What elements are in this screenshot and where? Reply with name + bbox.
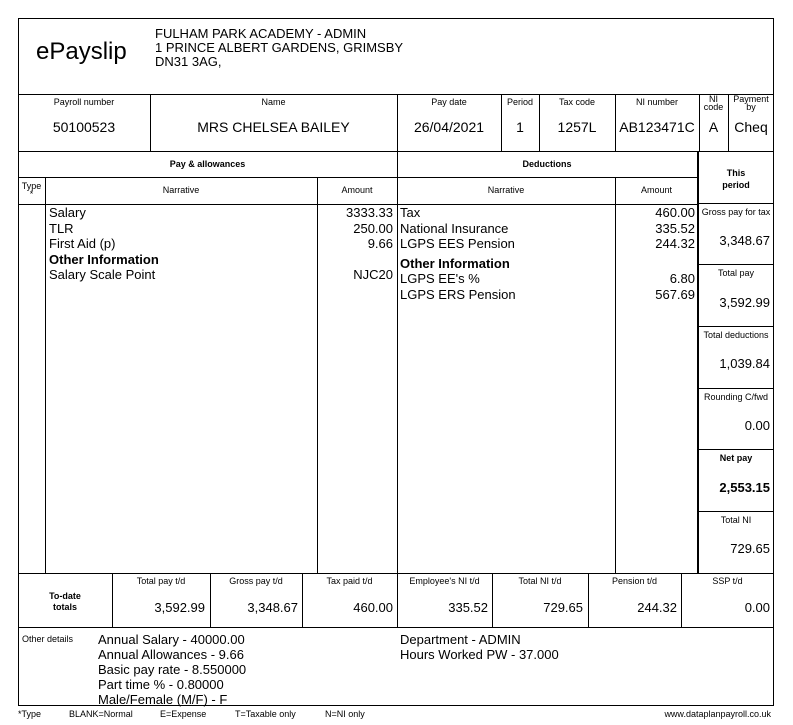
total-ni-td-label: Total NI t/d (518, 576, 562, 586)
ni-number-value: AB123471C (619, 119, 695, 135)
total-deductions-label: Total deductions (703, 330, 769, 340)
total-pay-td-label: Total pay t/d (136, 576, 186, 586)
deduction-amount: 335.52 (655, 220, 695, 236)
pay-amount-header: Amount (341, 185, 373, 195)
gross-pay-td-value: 3,348.67 (247, 600, 298, 615)
footer-type-key: *Type (18, 709, 42, 719)
ssp-td-value: 0.00 (744, 600, 770, 615)
deduction-amount: 6.80 (669, 271, 695, 286)
deductions-narrative-header: Narrative (487, 185, 525, 195)
total-pay-td-value: 3,592.99 (154, 600, 205, 615)
deduction-amount: 460.00 (655, 205, 695, 220)
pay-amount: 3333.33 (346, 205, 393, 220)
payment-by-label: Payment by (733, 94, 769, 112)
net-pay-label: Net pay (719, 453, 753, 463)
other-detail-line: Department - ADMIN (400, 632, 521, 647)
pay-amount: 250.00 (353, 220, 393, 236)
deduction-amount: 244.32 (655, 236, 695, 251)
footer-website[interactable]: www.dataplanpayroll.co.uk (664, 709, 771, 719)
other-detail-line: Male/Female (M/F) - F (98, 692, 228, 707)
employer-line: 1 PRINCE ALBERT GARDENS, GRIMSBY (155, 40, 404, 55)
employer-address (155, 27, 403, 69)
deduction-narrative-list (400, 205, 612, 302)
footer-taxable-only: T=Taxable only (235, 709, 296, 719)
gross-pay-td-label: Gross pay t/d (229, 576, 283, 586)
other-detail-line: Annual Salary - 40000.00 (98, 632, 245, 647)
employer-line: DN31 3AG, (155, 54, 222, 69)
name-label: Name (261, 97, 286, 107)
gross-pay-for-tax-value: 3,348.67 (719, 233, 770, 248)
tax-code-value: 1257L (557, 119, 597, 135)
employees-ni-td-label: Employee's NI t/d (409, 576, 480, 586)
type-column-header: Type * (21, 181, 42, 199)
app-title: ePayslip (36, 38, 127, 65)
other-detail-line: Annual Allowances - 9.66 (98, 647, 244, 662)
pay-narrative: First Aid (p) (49, 236, 116, 251)
total-ni-label: Total NI (720, 515, 752, 525)
employees-ni-td-value: 335.52 (448, 600, 488, 615)
tax-paid-td-label: Tax paid t/d (326, 576, 373, 586)
footer-ni-only: N=NI only (325, 709, 365, 719)
pay-narrative: Salary (49, 205, 86, 220)
ni-number-label: NI number (635, 97, 679, 107)
pay-date-value: 26/04/2021 (413, 119, 485, 135)
total-pay-label: Total pay (717, 268, 755, 278)
tax-paid-td-value: 460.00 (353, 600, 393, 615)
pension-td-label: Pension t/d (611, 576, 658, 586)
rounding-cfwd-label: Rounding C/fwd (703, 392, 769, 402)
employer-line: FULHAM PARK ACADEMY - ADMIN (155, 26, 367, 41)
total-ni-value: 729.65 (730, 541, 770, 556)
to-date-totals-label: To-date totals (49, 591, 81, 612)
other-detail-line: Basic pay rate - 8.550000 (98, 662, 247, 677)
pay-narrative: TLR (49, 220, 74, 236)
deduction-narrative: LGPS ERS Pension (400, 286, 516, 302)
period-value: 1 (516, 119, 524, 135)
deduction-amount: 567.69 (655, 286, 695, 302)
footer-expense: E=Expense (160, 709, 207, 719)
rounding-cfwd-value: 0.00 (744, 418, 770, 433)
other-detail-line: Part time % - 0.80000 (98, 677, 224, 692)
pay-narrative: Other Information (49, 251, 159, 267)
ssp-td-label: SSP t/d (712, 576, 743, 586)
deduction-narrative: Other Information (400, 255, 510, 271)
period-label: Period (506, 97, 533, 107)
total-pay-value: 3,592.99 (719, 295, 770, 310)
payroll-number-value: 50100523 (52, 119, 116, 135)
net-pay-value: 2,553.15 (719, 480, 770, 495)
deductions-amount-header: Amount (640, 185, 673, 195)
pay-amount-list (318, 205, 393, 283)
deduction-narrative: LGPS EES Pension (400, 236, 515, 251)
other-details-right (400, 632, 559, 662)
this-period-title: This period (722, 168, 750, 190)
deductions-title: Deductions (522, 159, 572, 169)
ni-code-value: A (708, 119, 719, 135)
other-detail-line: Hours Worked PW - 37.000 (400, 647, 559, 662)
deduction-amount-list (616, 205, 695, 302)
pay-narrative-list (49, 205, 314, 283)
tax-code-label: Tax code (558, 97, 596, 107)
gross-pay-for-tax-label: Gross pay for tax (701, 207, 771, 217)
pay-amount: NJC20 (353, 267, 393, 282)
pay-amount: 9.66 (367, 236, 393, 251)
total-deductions-value: 1,039.84 (719, 356, 770, 371)
deduction-narrative: National Insurance (400, 220, 509, 236)
footer-blank-normal: BLANK=Normal (69, 709, 133, 719)
ni-code-label: NI code (703, 94, 724, 112)
payment-by-value: Cheq (734, 119, 768, 135)
pay-allowances-title: Pay & allowances (169, 159, 246, 169)
total-ni-td-value: 729.65 (543, 600, 583, 615)
pension-td-value: 244.32 (637, 600, 677, 615)
deduction-narrative: Tax (400, 205, 421, 220)
pay-amount (318, 252, 393, 268)
deduction-narrative: LGPS EE's % (400, 271, 480, 286)
pay-date-label: Pay date (431, 97, 467, 107)
other-details-left (98, 632, 246, 707)
payroll-number-label: Payroll number (53, 97, 115, 107)
pay-narrative: Salary Scale Point (49, 267, 156, 282)
employee-name-value: MRS CHELSEA BAILEY (197, 119, 350, 135)
other-details-label: Other details (22, 634, 74, 644)
deduction-amount (616, 256, 695, 272)
pay-narrative-header: Narrative (162, 185, 200, 195)
